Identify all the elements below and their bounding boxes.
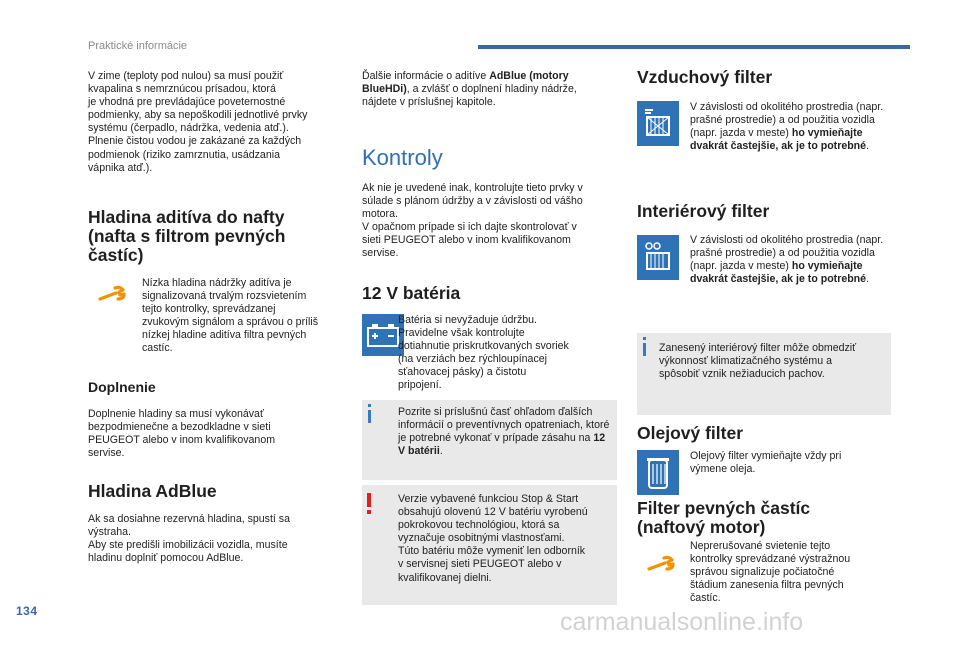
battery-info-text: Pozrite si príslušnú časť ohľadom ďalších informácií o preventívnych opatreniach, ktoré je potrebné vykonať v prípade zásahu na 12 V batérii. <box>398 406 610 458</box>
additive-heading: Hladina aditíva do nafty (nafta s filtrom pevných častíc) <box>88 207 286 265</box>
air-filter-text: V závislosti od okolitého prostredia (napr. prašné prostredie) a od použitia vozidla (napr. jazda v meste) ho vymieňajte dvakrát častejšie, ak je to potrebné. <box>690 101 884 153</box>
oil-filter-text: Olejový filter vymieňajte vždy pri výmene oleja. <box>690 450 842 476</box>
kontroly-text: Ak nie je uvedené inak, kontrolujte tieto prvky v súlade s plánom údržby a v závislosti od vášho motora. V opačnom prípade si ich dajte skontrolovať v sieti PEUGEOT alebo v inom kvalifikovanom servise. <box>362 182 583 260</box>
winter-paragraph: V zime (teploty pod nulou) sa musí použiť kvapalina s nemrznúcou prísadou, ktorá je vhodná pre prevládajúce poveternostné podmienky, aby sa nepoškodili jednotlivé prvky systému (čerpadlo, nádržka, vedenia atď.). Plnenie čistou vodou je zakázané za každých podmienok (riziko zamrznutia, usádzania vápnika atď.). <box>88 70 308 174</box>
battery-text: Batéria si nevyžaduje údržbu. Pravidelne však kontrolujte dotiahnutie priskrutkovaných svoriek (na verziách bez rýchloupínacej sťahovacej pásky) a čistotu pripojení. <box>398 314 569 392</box>
cabin-filter-text: V závislosti od okolitého prostredia (napr. prašné prostredie) a od použitia vozidla (napr. jazda v meste) ho vymieňajte dvakrát častejšie, ak je to potrebné. <box>690 234 884 286</box>
wrench-icon <box>98 284 128 306</box>
page-number: 134 <box>16 604 38 618</box>
kontroly-heading: Kontroly <box>362 145 443 170</box>
battery-warning-note <box>362 485 617 605</box>
refill-text: Doplnenie hladiny sa musí vykonávať bezpodmienečne a bezodkladne v sieti PEUGEOT alebo v inom kvalifikovanom servise. <box>88 408 276 460</box>
info-icon-dot <box>643 337 646 340</box>
info-icon <box>368 410 371 423</box>
header-divider <box>478 45 910 49</box>
battery-info-note <box>362 400 617 480</box>
cabin-filter-note <box>637 333 891 415</box>
air-filter-heading: Vzduchový filter <box>637 67 773 87</box>
refill-heading: Doplnenie <box>88 379 156 395</box>
dpf-heading: Filter pevných častíc (naftový motor) <box>637 498 811 537</box>
adblue-more-paragraph: Ďalšie informácie o aditíve AdBlue (motory BlueHDi), a zvlášť o doplnení hladiny nádrže, nájdete v príslušnej kapitole. <box>362 70 577 109</box>
dpf-text: Neprerušované svietenie tejto kontrolky sprevádzané výstražnou správou signalizuje počiatočné štádium zanesenia filtra pevných častíc. <box>690 540 851 605</box>
watermark: carmanualsonline.info <box>560 608 804 636</box>
battery-warning-text: Verzie vybavené funkciou Stop & Start obsahujú olovenú 12 V batériu vyrobenú pokrokovou technológiou, ktorá sa vyznačuje osobitnými vlastnosťami. Túto batériu môže vymeniť len odborník v servisnej sieti PEUGEOT alebo v kvalifikovanej dielni. <box>398 493 588 584</box>
wrench-icon <box>647 554 677 576</box>
adblue-text: Ak sa dosiahne rezervná hladina, spustí sa výstraha. Aby ste predišli imobilizácii vozidla, musíte hladinu doplniť pomocou AdBlue. <box>88 513 290 565</box>
adblue-heading: Hladina AdBlue <box>88 481 217 501</box>
info-icon <box>643 343 646 356</box>
oil-filter-heading: Olejový filter <box>637 423 744 443</box>
section-title: Praktické informácie <box>88 40 188 52</box>
warning-icon <box>367 493 371 507</box>
info-icon-dot <box>368 404 371 407</box>
warning-icon-dot <box>367 510 371 514</box>
cabin-filter-heading: Interiérový filter <box>637 201 770 221</box>
cabin-filter-note-text: Zanesený interiérový filter môže obmedziť výkonnosť klimatizačného systému a spôsobiť vznik nežiaducich pachov. <box>659 342 857 381</box>
air-filter-icon <box>637 101 679 146</box>
cabin-filter-icon <box>637 235 679 280</box>
additive-text: Nízka hladina nádržky aditíva je signalizovaná trvalým rozsvietením tejto kontrolky, sprevádzanej zvukovým signálom a správou o príliš nízkej hladine aditíva filtra pevných castíc. <box>142 277 319 355</box>
battery-heading: 12 V batéria <box>362 283 461 303</box>
oil-filter-icon <box>637 450 679 495</box>
